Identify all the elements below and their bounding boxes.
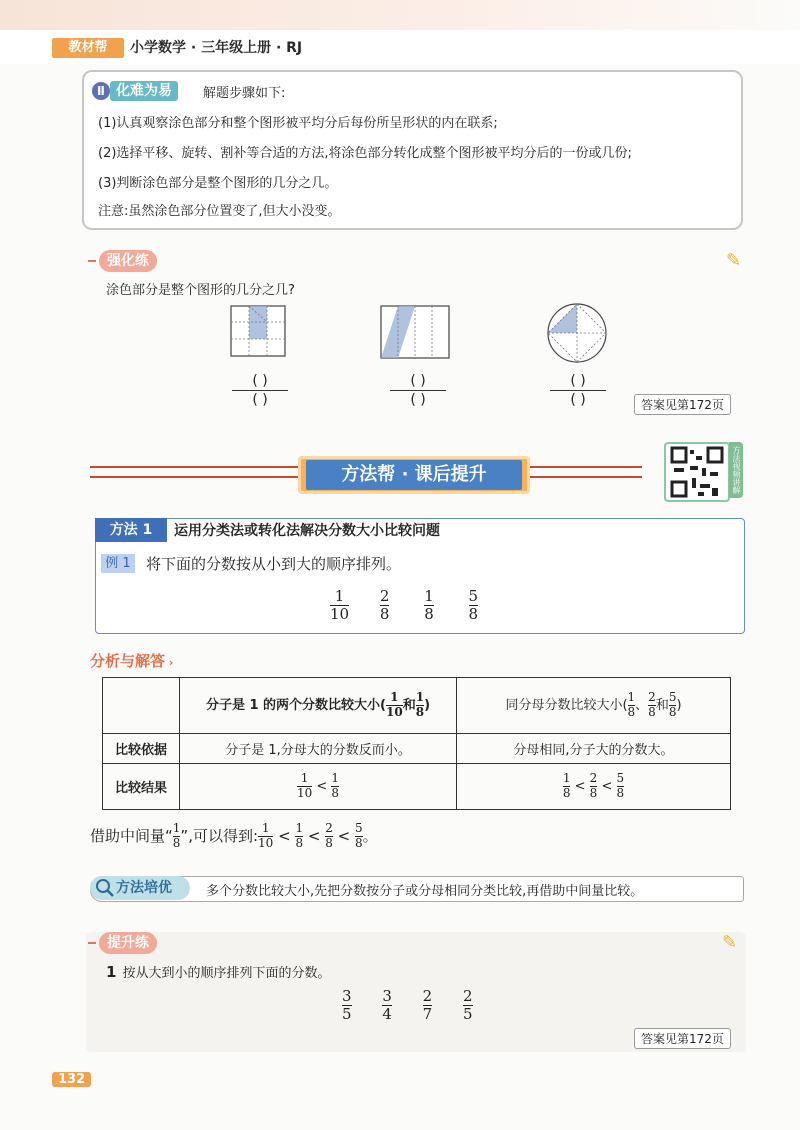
qr-side-label: 方法视频讲解 <box>729 442 743 498</box>
fraction: $\frac{1}{10}$ <box>330 587 350 624</box>
method-title: 运用分类法或转化法解决分数大小比较问题 <box>174 523 440 539</box>
dash-mark <box>88 942 96 944</box>
table-corner-cell <box>103 678 180 734</box>
tips-label: 化难为易 <box>110 81 178 101</box>
fraction: $\frac{2}{5}$ <box>462 987 473 1024</box>
page-number: 132 <box>52 1072 91 1087</box>
practice2-fractions <box>342 988 473 1024</box>
analysis-title: 分析与解答 › <box>90 652 174 670</box>
answer-blank-3[interactable] <box>550 372 606 409</box>
figure-square <box>230 305 286 357</box>
comparison-table <box>102 677 731 810</box>
example-text: 将下面的分数按从小到大的顺序排列。 <box>146 555 402 573</box>
row-label: 比较依据 <box>103 734 180 764</box>
blank-denominator[interactable]: ( ) <box>390 390 446 409</box>
qr-code-icon[interactable] <box>664 442 730 502</box>
table-cell: 分子是 1,分母大的分数反而小。 <box>180 734 457 764</box>
row-label: 比较结果 <box>103 764 180 810</box>
fraction: $\frac{2}{8}$ <box>379 587 390 624</box>
example-fractions <box>330 588 478 624</box>
table-row <box>103 764 731 810</box>
tips-step: (2)选择平移、旋转、割补等合适的方法,将涂色部分转化成整个图形被平均分后的一份或几份; <box>98 146 632 161</box>
book-title: 小学数学 · 三年级上册 · RJ <box>130 40 303 56</box>
figure-rectangle <box>380 305 450 359</box>
tips-step: (1)认真观察涂色部分和整个图形被平均分后每份所呈形状的内在联系; <box>98 116 498 131</box>
pencil-icon: ✎ <box>722 932 738 953</box>
example-tag: 例 1 <box>101 554 135 573</box>
conclusion-line: 借助中间量“ $\frac{1}{8}$ ”,可以得到: $\frac{1}{10}$ < $\frac{1}{8}$ < $\frac{2}{8}$ < $\frac{5}{8}$ 。 <box>90 821 378 850</box>
practice1-tag <box>88 250 157 272</box>
practice2-tag <box>88 932 157 954</box>
fraction: $\frac{2}{7}$ <box>422 987 433 1024</box>
pencil-icon: ✎ <box>726 250 742 271</box>
answer-blank-2[interactable] <box>390 372 446 409</box>
fraction: $\frac{1}{8}$ <box>424 587 434 624</box>
fraction: $\frac{3}{5}$ <box>342 987 352 1024</box>
table-header-cell: 同分母分数比较大小( $\frac{1}{8}$ 、 $\frac{2}{8}$ 和 $\frac{5}{8}$ ) <box>457 678 731 734</box>
brand-badge: 教材帮 <box>52 38 124 58</box>
fraction: $\frac{5}{8}$ <box>468 587 479 624</box>
table-header-row <box>103 678 731 734</box>
answer-blank-1[interactable] <box>232 372 288 409</box>
cultivate-tag <box>90 876 190 900</box>
cultivate-text: 多个分数比较大小,先把分数按分子或分母相同分类比较,再借助中间量比较。 <box>206 884 644 899</box>
blank-numerator[interactable]: ( ) <box>410 373 426 389</box>
blank-denominator[interactable]: ( ) <box>232 390 288 409</box>
method-tag: 方法 1 <box>95 518 167 542</box>
figure-circle <box>546 302 608 364</box>
practice2-label: 提升练 <box>99 932 157 954</box>
answer-reference[interactable]: 答案见第172页 <box>634 394 731 415</box>
blank-denominator[interactable]: ( ) <box>550 390 606 409</box>
table-cell: $\frac{1}{10}$ < $\frac{1}{8}$ <box>180 764 457 810</box>
practice1-question: 涂色部分是整个图形的几分之几? <box>106 283 295 298</box>
blank-numerator[interactable]: ( ) <box>570 373 586 389</box>
answer-reference[interactable]: 答案见第172页 <box>634 1028 731 1049</box>
cultivate-label: 方法培优 <box>116 880 172 896</box>
tips-intro: 解题步骤如下: <box>203 86 286 101</box>
blank-numerator[interactable]: ( ) <box>252 373 268 389</box>
fraction: $\frac{3}{4}$ <box>382 987 392 1024</box>
tips-number: Ⅱ <box>92 82 110 100</box>
magnifier-icon <box>94 877 116 899</box>
table-header-cell: 分子是 1 的两个分数比较大小( $\frac{1}{10}$ 和 $\frac{1}{8}$ ) <box>180 678 457 734</box>
tips-tag <box>92 80 178 100</box>
practice1-label: 强化练 <box>99 250 157 272</box>
header-strip <box>0 0 800 30</box>
table-cell: $\frac{1}{8}$ < $\frac{2}{8}$ < $\frac{5}{8}$ <box>457 764 731 810</box>
table-cell: 分母相同,分子大的分数大。 <box>457 734 731 764</box>
square-shaded <box>249 306 267 339</box>
table-row <box>103 734 731 764</box>
banner-title: 方法帮 · 课后提升 <box>306 460 522 490</box>
dash-mark <box>88 260 96 262</box>
tips-step: (3)判断涂色部分是整个图形的几分之几。 <box>98 176 338 191</box>
tips-note: 注意:虽然涂色部分位置变了,但大小没变。 <box>98 204 341 219</box>
practice2-question: 1 按从大到小的顺序排列下面的分数。 <box>106 963 331 981</box>
